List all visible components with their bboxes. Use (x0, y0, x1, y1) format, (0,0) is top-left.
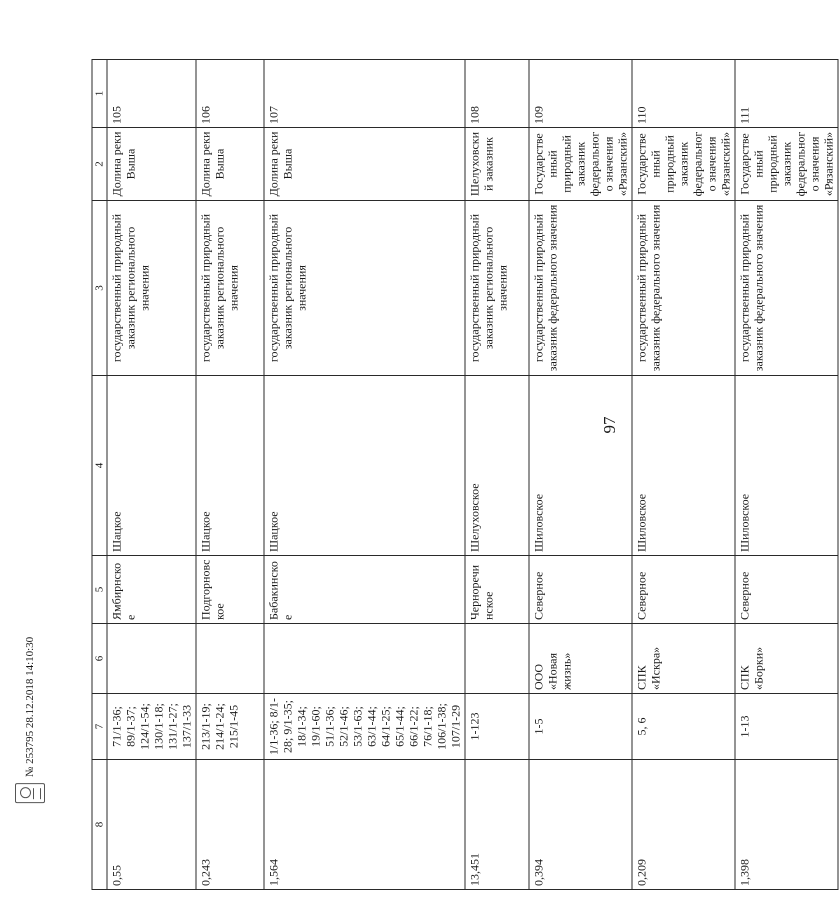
cell-tenant (465, 624, 529, 694)
cell-district: Шацкое (107, 376, 196, 556)
cell-num: 105 (107, 60, 196, 128)
cell-area: 0,209 (632, 760, 735, 890)
cell-tenant: СПК «Борки» (735, 624, 838, 694)
cell-num: 108 (465, 60, 529, 128)
cell-area: 0,394 (529, 760, 632, 890)
table-row (196, 60, 264, 890)
cell-category: государственный природный заказник федерального значения (632, 201, 735, 376)
cell-quarters: 213/1-19; 214/1-24; 215/1-45 (196, 694, 264, 760)
cell-settlement: Северное (735, 556, 838, 624)
cell-num: 110 (632, 60, 735, 128)
cell-name: Государственный природный заказник федерального значения «Рязанский» (632, 128, 735, 201)
cell-num: 111 (735, 60, 838, 128)
cell-category: государственный природный заказник федерального значения (735, 201, 838, 376)
cell-district: Шелуховское (465, 376, 529, 556)
cell-category: государственный природный заказник регионального значения (107, 201, 196, 376)
cell-category: государственный природный заказник регионального значения (264, 201, 465, 376)
cell-num: 107 (264, 60, 465, 128)
cell-district: Шиловское (735, 376, 838, 556)
document-table (92, 59, 839, 890)
cell-category: государственный природный заказник регионального значения (465, 201, 529, 376)
cell-tenant (264, 624, 465, 694)
cell-category: государственный природный заказник регионального значения (196, 201, 264, 376)
table-row (107, 60, 196, 890)
header-cell-8: 8 (92, 760, 107, 890)
header-cell-4: 4 (92, 376, 107, 556)
cell-settlement: Подгорновское (196, 556, 264, 624)
cell-quarters: 1-13 (735, 694, 838, 760)
cell-settlement: Бабакинское (264, 556, 465, 624)
cell-name: Долина реки Выша (107, 128, 196, 201)
table-row (465, 60, 529, 890)
cell-quarters: 71/1-36; 89/1-37; 124/1-54; 130/1-18; 131/1-27; 137/1-33 (107, 694, 196, 760)
cell-quarters: 1/1-36; 8/1-28; 9/1-35; 18/1-34; 19/1-60; 51/1-36; 52/1-46; 53/1-63; 63/1-44; 64/1-25; 65/1-44; 66/1-22; 76/1-18; 106/1-38; 107/1-29 (264, 694, 465, 760)
cell-tenant (196, 624, 264, 694)
table-row (632, 60, 735, 890)
cell-area: 1,564 (264, 760, 465, 890)
cell-area: 13,451 (465, 760, 529, 890)
cell-district: Шацкое (264, 376, 465, 556)
cell-quarters: 5, 6 (632, 694, 735, 760)
cell-district: Шацкое (196, 376, 264, 556)
cell-area: 0,55 (107, 760, 196, 890)
cell-settlement: Ямбирнское (107, 556, 196, 624)
cell-num: 109 (529, 60, 632, 128)
cell-district: Шиловское (529, 376, 632, 556)
page-number: 97 (600, 416, 619, 434)
cell-tenant: СПК «Искра» (632, 624, 735, 694)
cell-tenant: ООО «Новая жизнь» (529, 624, 632, 694)
table-row (264, 60, 465, 890)
cell-quarters: 1-5 (529, 694, 632, 760)
header-cell-3: 3 (92, 201, 107, 376)
cell-tenant (107, 624, 196, 694)
doc-number: № 253795 28.12.2018 14:10:30 (24, 636, 36, 778)
cell-settlement: Северное (529, 556, 632, 624)
cell-num: 106 (196, 60, 264, 128)
cell-settlement: Черноречинское (465, 556, 529, 624)
header-cell-6: 6 (92, 624, 107, 694)
header-cell-7: 7 (92, 694, 107, 760)
cell-name: Шелуховский заказник (465, 128, 529, 201)
cell-name: Государственный природный заказник федерального значения «Рязанский» (529, 128, 632, 201)
header-row (92, 60, 107, 890)
cell-category: государственный природный заказник федерального значения (529, 201, 632, 376)
seal-icon (15, 783, 45, 803)
table-row (735, 60, 838, 890)
cell-area: 0,243 (196, 760, 264, 890)
cell-name: Долина реки Выша (196, 128, 264, 201)
cell-area: 1,398 (735, 760, 838, 890)
cell-quarters: 1-123 (465, 694, 529, 760)
cell-name: Государственный природный заказник федерального значения «Рязанский» (735, 128, 838, 201)
header-cell-1: 1 (92, 60, 107, 128)
cell-district: Шиловское (632, 376, 735, 556)
table-row (529, 60, 632, 890)
cell-settlement: Северное (632, 556, 735, 624)
header-cell-2: 2 (92, 128, 107, 201)
header-cell-5: 5 (92, 556, 107, 624)
cell-name: Долина реки Выша (264, 128, 465, 201)
